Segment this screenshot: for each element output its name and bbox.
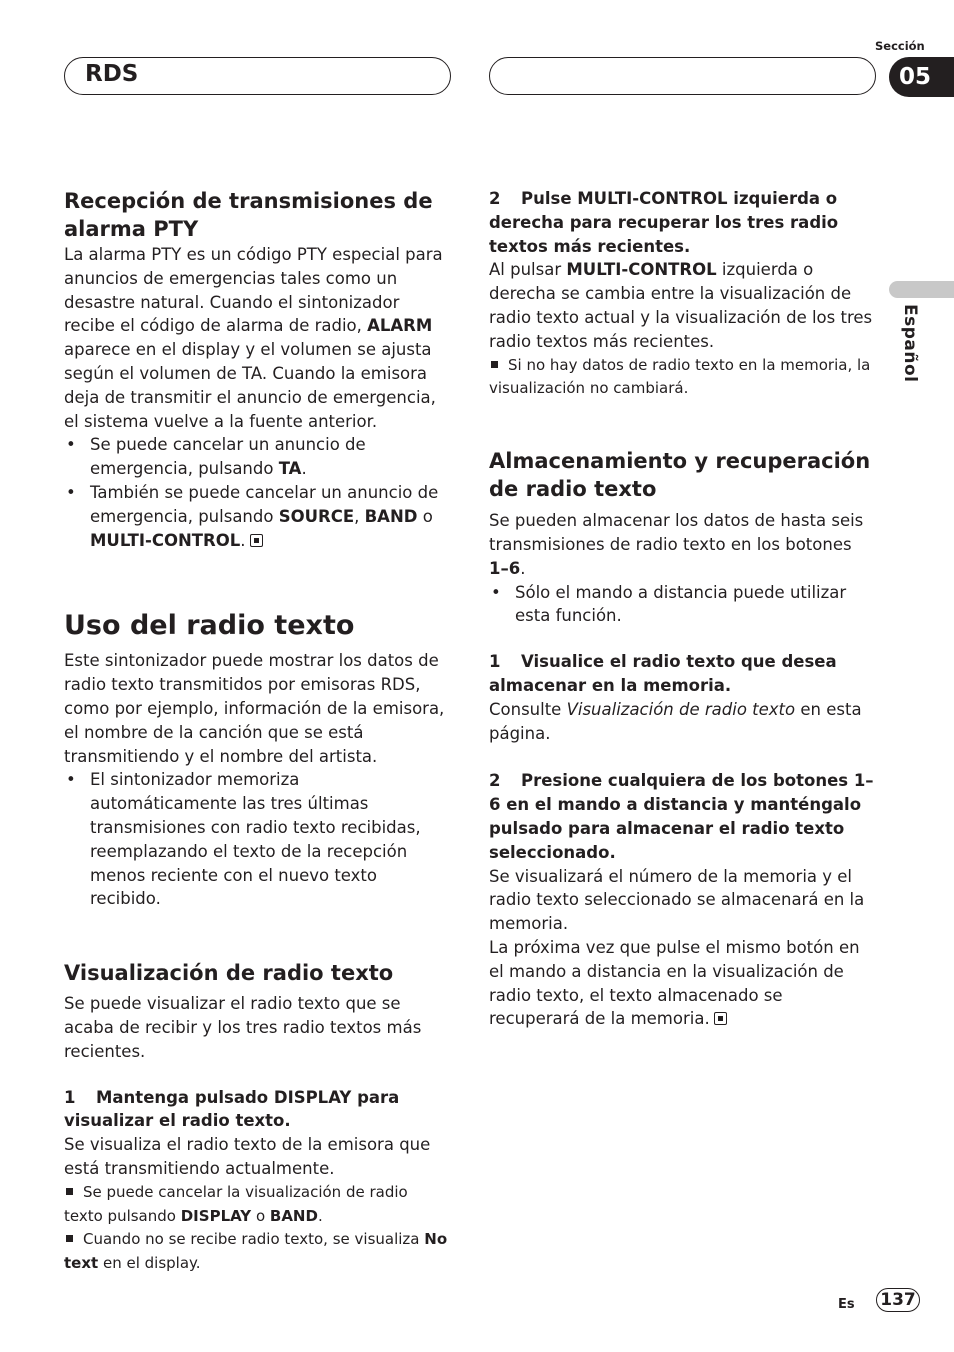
blank-title-pill bbox=[489, 57, 876, 95]
end-of-section-icon bbox=[714, 1012, 727, 1025]
visualization-paragraph: Se puede visualizar el radio texto que se acaba de recibir y los tres radio textos más recientes. bbox=[64, 994, 422, 1061]
storage-heading: Almacenamiento y recuperación de radio texto bbox=[489, 449, 871, 502]
pty-paragraph: La alarma PTY es un código PTY especial para anuncios de emergencias tales como un desastre natural. Cuando el sintonizador recibe el código de alarma de radio, ALARM aparece en el display y el volumen se ajusta según el volumen de TA. Cuando la emisora deja de transmitir el anuncio de emergencia, el sistema vuelve a la fuente anterior. bbox=[64, 245, 443, 431]
page-number: 137 bbox=[876, 1288, 920, 1312]
end-of-section-icon bbox=[250, 534, 263, 547]
storage-step-2-body-2: La próxima vez que pulse el mismo botón en el mando a distancia en la visualización de radio texto, el texto almacenado se recuperará de la memoria. bbox=[489, 937, 860, 1029]
visualization-heading: Visualización de radio texto bbox=[64, 961, 394, 986]
storage-step-2-body-1: Se visualizará el número de la memoria y el radio texto seleccionado se almacenará en la memoria. bbox=[489, 866, 865, 934]
storage-step-1: 1 Visualice el radio texto que desea almacenar en la memoria. bbox=[489, 652, 837, 695]
note-square-icon bbox=[66, 1235, 73, 1242]
pty-bullet-source: • También se puede cancelar un anuncio de emergencia, pulsando SOURCE, BAND o MULTI-CONTROL. bbox=[64, 481, 450, 552]
visualization-step-2-body: Al pulsar MULTI-CONTROL izquierda o derecha se cambia entre la visualización de radio texto actual y la visualización de los tres radio textos más recientes. bbox=[489, 260, 873, 351]
storage-step-1-body: Consulte Visualización de radio texto en esta página. bbox=[489, 699, 862, 743]
storage-step-2: 2 Presione cualquiera de los botones 1–6 en el mando a distancia y manténgalo pulsado para almacenar el radio texto seleccionado. bbox=[489, 771, 874, 862]
storage-bullet: • Sólo el mando a distancia puede utilizar esta función. bbox=[489, 581, 875, 629]
right-column bbox=[489, 187, 875, 1031]
section-title: RDS bbox=[85, 61, 139, 87]
visualization-step-1-body: Se visualiza el radio texto de la emisora que está transmitiendo actualmente. bbox=[64, 1135, 431, 1178]
note-square-icon bbox=[66, 1188, 73, 1195]
visualization-step-2: 2 Pulse MULTI-CONTROL izquierda o derecha para recuperar los tres radio textos más recientes. bbox=[489, 189, 839, 256]
left-column bbox=[64, 187, 450, 1276]
section-title-pill bbox=[64, 57, 451, 95]
radio-text-bullet: • El sintonizador memoriza automáticamente las tres últimas transmisiones con radio texto recibidas, reemplazando el texto de la recepción menos reciente con el nuevo texto recibido. bbox=[64, 768, 450, 911]
visualization-note-1: Se puede cancelar la visualización de radio texto pulsando DISPLAY o BAND. bbox=[64, 1182, 408, 1225]
storage-paragraph: Se pueden almacenar los datos de hasta seis transmisiones de radio texto en los botones 1–6. bbox=[489, 511, 864, 578]
radio-text-paragraph: Este sintonizador puede mostrar los datos de radio texto transmitidos por emisoras RDS, como por ejemplo, información de la emisora, el nombre de la canción que se está transmitiendo y el nombre del artista. bbox=[64, 651, 445, 766]
radio-text-heading: Uso del radio texto bbox=[64, 610, 355, 642]
visualization-note-3: Si no hay datos de radio texto en la memoria, la visualización no cambiará. bbox=[489, 355, 871, 398]
visualization-note-2: Cuando no se recibe radio texto, se visualiza No text en el display. bbox=[64, 1230, 448, 1273]
pty-bullet-ta: • Se puede cancelar un anuncio de emergencia, pulsando TA. bbox=[64, 433, 450, 481]
section-number-tab: 05 bbox=[889, 57, 954, 97]
note-square-icon bbox=[491, 361, 498, 368]
visualization-step-1: 1 Mantenga pulsado DISPLAY para visualizar el radio texto. bbox=[64, 1087, 400, 1131]
footer-language-code: Es bbox=[838, 1297, 855, 1312]
language-tab-label: Español bbox=[900, 304, 920, 383]
section-label: Sección bbox=[875, 39, 925, 53]
language-tab-bar bbox=[889, 281, 954, 298]
pty-heading: Recepción de transmisiones de alarma PTY bbox=[64, 189, 433, 241]
